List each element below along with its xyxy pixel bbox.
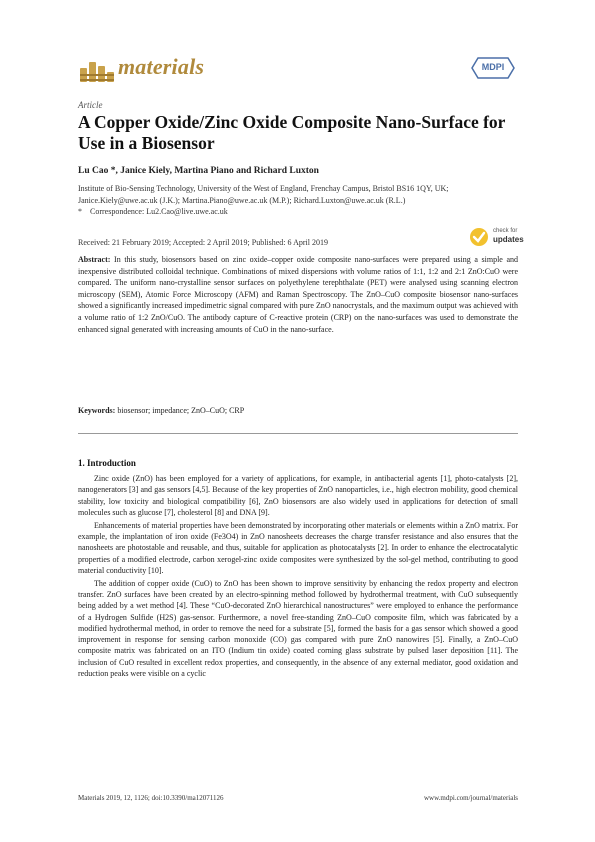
author-list: Lu Cao *, Janice Kiely, Martina Piano and Richard Luxton [78,166,319,176]
journal-logo-icon [78,50,116,84]
keywords-text: biosensor; impedance; ZnO–CuO; CRP [117,406,245,415]
mdpi-logo-text: MDPI [481,62,505,72]
abstract-label: Abstract: [78,255,111,264]
footer-citation: Materials 2019, 12, 1126; doi:10.3390/ma12071126 [78,794,224,802]
correspondence-line [78,206,523,218]
check-updates-line2: updates [493,235,524,244]
body-text [78,473,518,681]
keywords [78,406,244,415]
paragraph: The addition of copper oxide (CuO) to ZnO has been shown to improve sensitivity by enhancing the redox property and electron transfer. ZnO surfaces have been created by an electro-spinning method followed by hydrothermal treatment, with CuO subsequently being added by a wet method [4]. These “CuO-decorated ZnO hierarchical nanostructures” were employed to enhance the performance of a Hydrogen Sulfide (H2S) gas-sensor. Furthermore, a novel free-standing ZnO–CuO composite film, which was fabricated by a modified hydrothermal method, in order to remove the need for a substrate [5], formed the basis for a gas sensor which showed a good improvement in response for sensing carbon monoxide (CO) gas compared with pure ZnO nanowires [5]. Finally, a ZnO–CuO composite matrix was fabricated on an ITO (Indium tin oxide) coated corning glass substrate by pulsed laser deposition [11]. The inclusion of CuO resulted in excellent redox properties, and consequently, in the absence of any external mediator, good oxidation and reduction peaks were visible on a cyclic [78,578,518,679]
article-type: Article [78,100,103,110]
abstract-text: In this study, biosensors based on zinc oxide–copper oxide composite nano-surfaces were prepared using a simple and inexpensive distributed colloidal technique. Combinations of mixed dispersions with volume ratios of 1:1, 1:2 and 2:1 ZnO:CuO were compared. The uniform nano-crystalline sensor surfaces on polyethylene terephthalate (PET) were analysed using scanning electron microscopy (SEM), Atomic Force Microscopy (AFM) and Raman Spectroscopy. The ZnO–CuO composite biosensor nano-surfaces showed a significantly increased impedimetric signal compared with pure ZnO nanocrystals, and the maximum output was achieved with a volume ratio of 1:2 ZnO/CuO. The antibody capture of C-reactive protein (CRP) on the nano-surfaces was used to demonstrate the enhanced signal generated with increasing amounts of CuO in the nano-surface. [78,255,519,334]
correspondence-mark: * [78,207,82,216]
section-title: 1. Introduction [78,458,136,468]
publication-dates: Received: 21 February 2019; Accepted: 2 April 2019; Published: 6 April 2019 [78,238,328,247]
affiliation: Institute of Bio-Sensing Technology, University of the West of England, Frenchay Campus, Bristol BS16 1QY, UK; Janice.Kiely@uwe.ac.uk (J.K.); Martina.Piano@uwe.ac.uk (M.P.); Richard.Luxton@uwe.ac.uk (R.L.) [78,184,449,205]
paragraph: Zinc oxide (ZnO) has been employed for a variety of applications, for example, in antibacterial agents [1], photo-catalysts [2], nanogenerators [3] and gas sensors [4,5]. Because of the key properties of ZnO nanoparticles, i.e., high electron mobility, good chemical stability, low toxicity and biological compatibility [6], ZnO biosensors are also widely used in applications for detection of small molecules such as glucose [7], cholesterol [8] and DNA [9]. [78,474,518,517]
check-updates-icon [468,226,490,248]
keywords-label: Keywords: [78,406,116,415]
mdpi-logo[interactable] [470,56,516,80]
check-updates-line1: check for [493,228,518,234]
affiliation-block [78,183,523,218]
check-updates-text [493,228,524,245]
article-title: A Copper Oxide/Zinc Oxide Composite Nano-Surface for Use in a Biosensor [78,112,506,153]
correspondence[interactable]: Correspondence: Lu2.Cao@live.uwe.ac.uk [90,207,228,216]
check-for-updates-badge[interactable] [468,226,528,248]
divider [78,433,518,434]
footer-url[interactable]: www.mdpi.com/journal/materials [423,794,518,802]
journal-name: materials [118,54,205,79]
abstract [78,254,518,335]
paragraph: Enhancements of material properties have been demonstrated by incorporating other materials or elements within a ZnO matrix. For example, the implantation of iron oxide (Fe3O4) in ZnO nanosheets decreases the charge transfer resistance and also ensures that the nanosheets are photostable and reusable, and thus, suitable for application as photocatalysts [2]. In order to enhance the electrocatalytic properties of a modified electrode, carbon xerogel-zinc oxide composites were synthesized by the sol-gel method, contributing to good material conductivity [10]. [78,520,518,575]
